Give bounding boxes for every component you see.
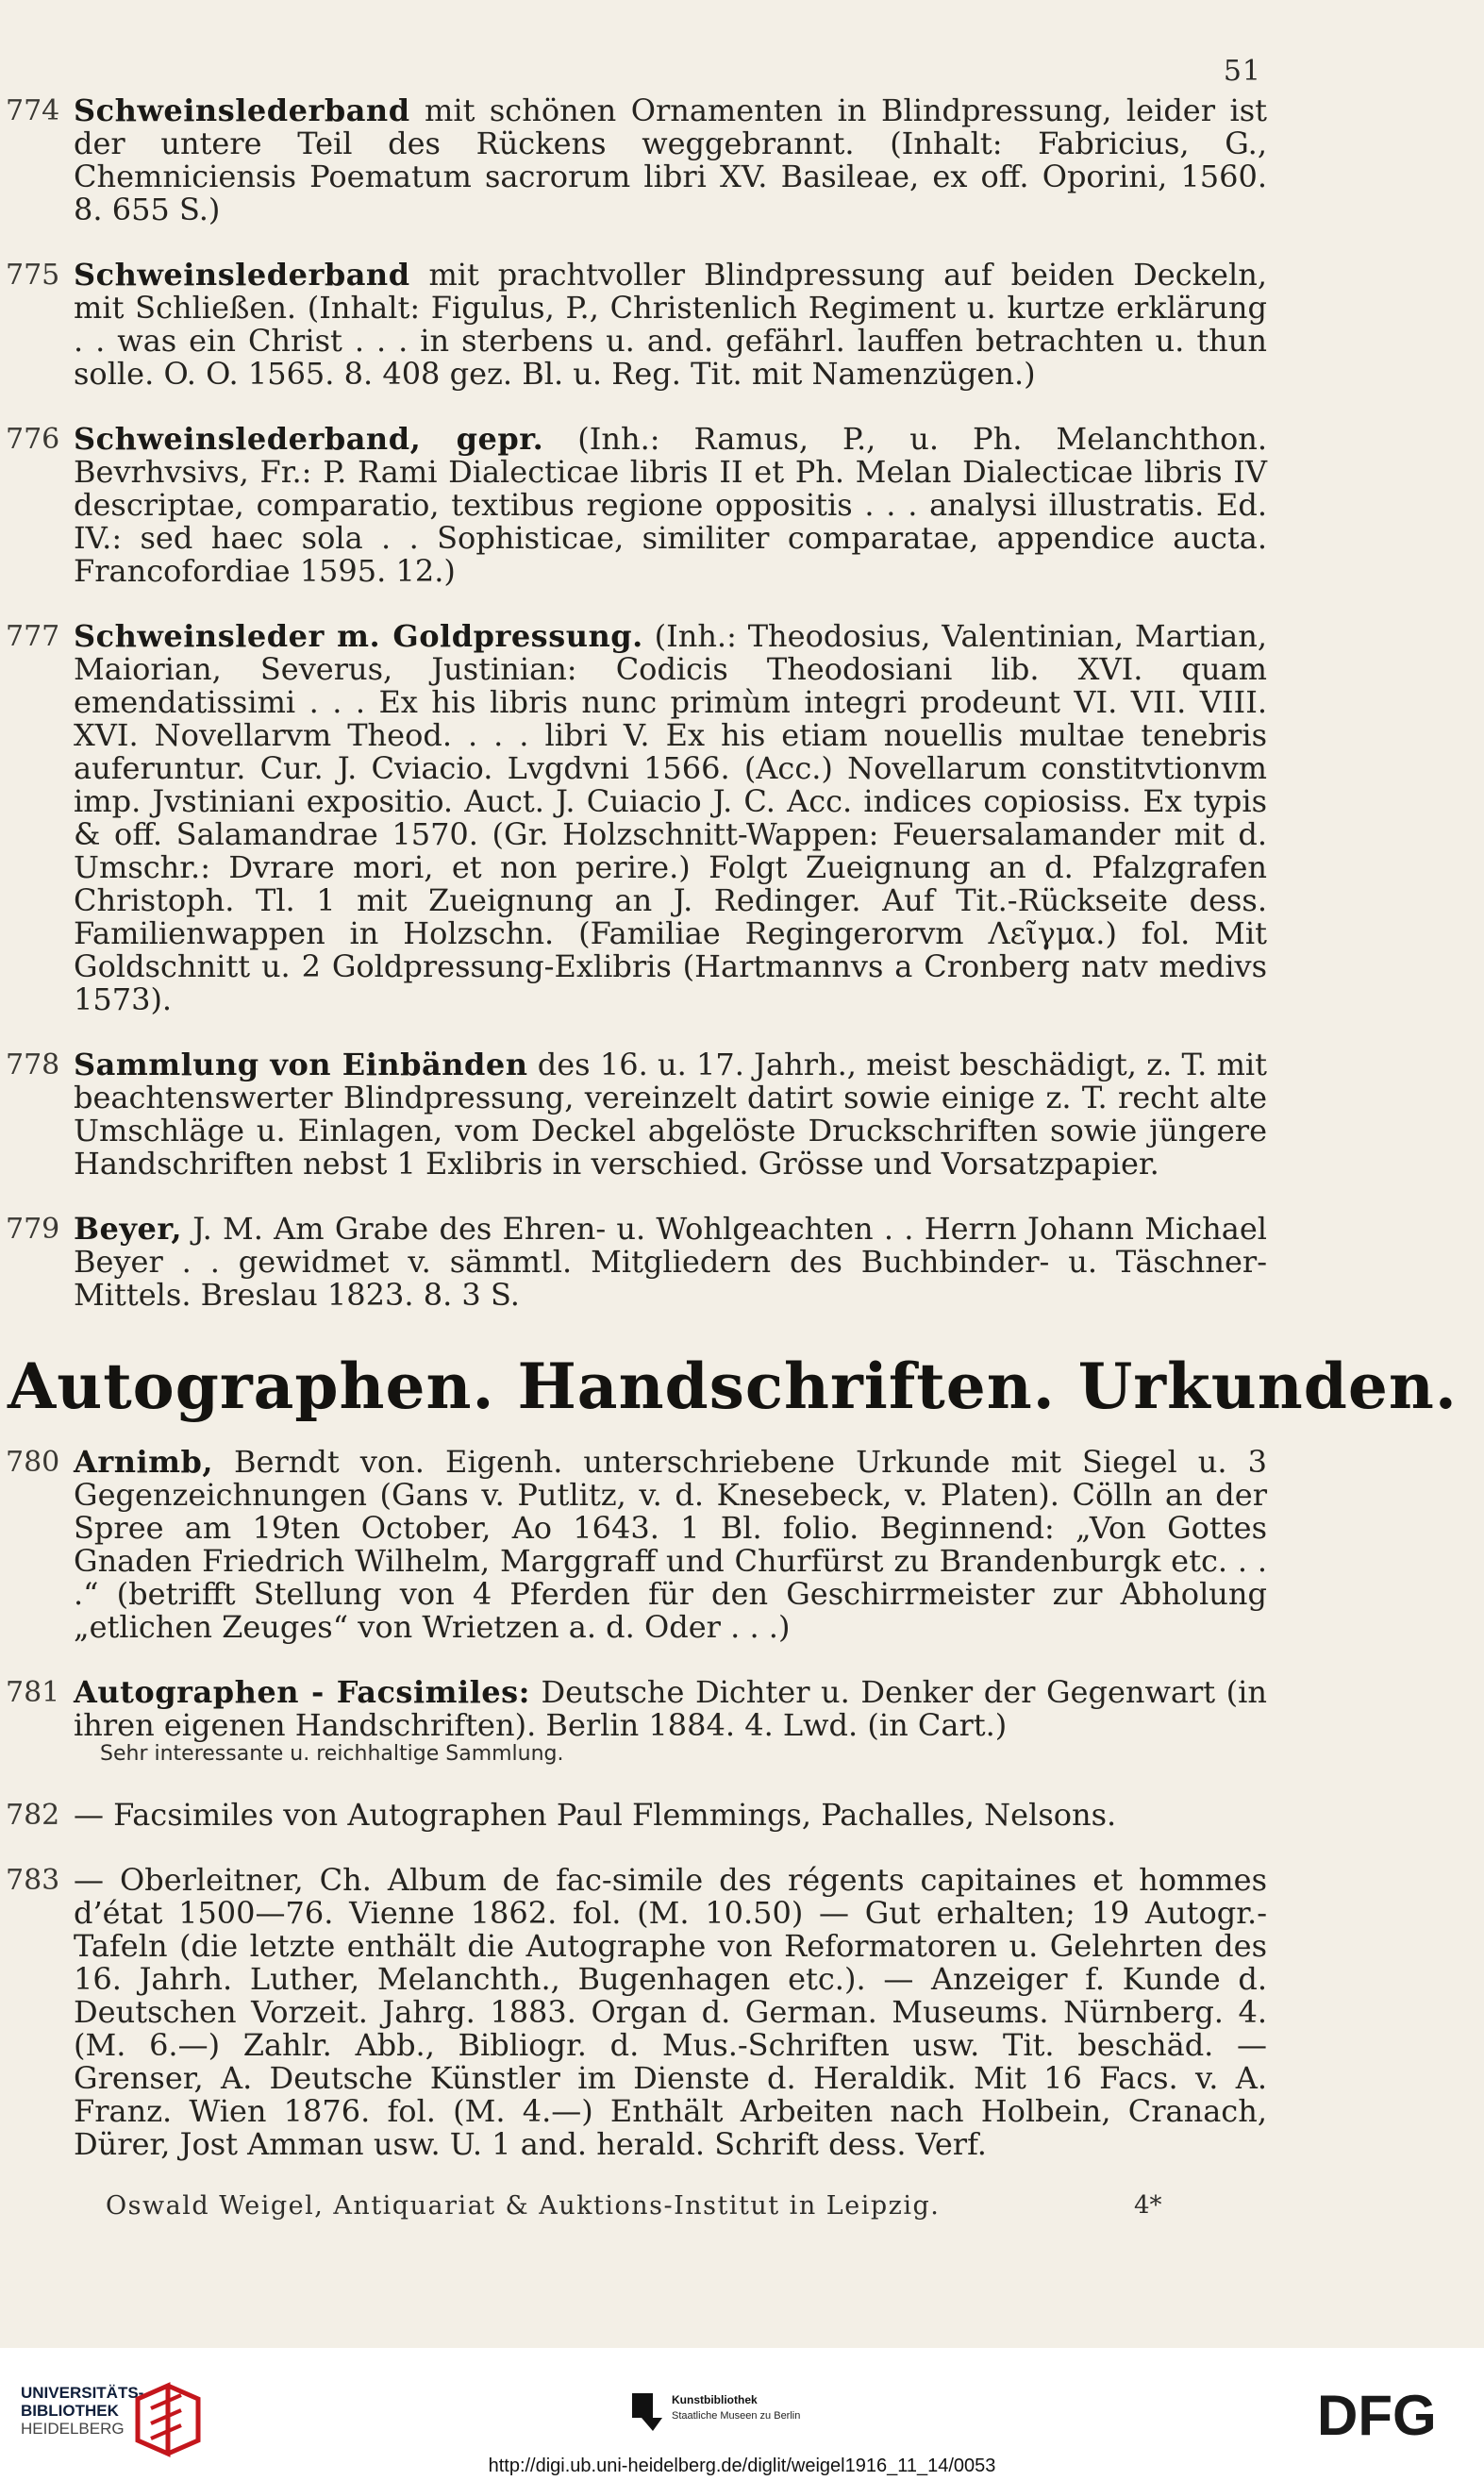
entry-number: 776 xyxy=(6,423,60,456)
entry-text: mit prachtvoller Blindpressung auf beiden Deckeln, mit Schließen. (Inhalt: Figulus, P., Christenlich Regiment u. kurtze erklärung . . was ein Christ . . . in sterbens u. and. gefährl. lauffen betrachten u. thun solle. O. O. 1565. 8. 408 gez. Bl. u. Reg. Tit. mit Namenzügen.) xyxy=(74,257,1267,392)
catalogue-entry xyxy=(0,1048,1484,1181)
kunstbibliothek-mark-icon xyxy=(632,2393,662,2431)
ub-line-3: HEIDELBERG xyxy=(21,2420,125,2438)
entry-text: (Inh.: Theodosius, Valentinian, Martian, Maiorian, Severus, Justinian: Codicis Theodosiani lib. XVI. quam emendatissimi . . . Ex his libris nunc primùm integri prodeunt VI. VII. VIII. XVI. Novellarvm Theod. . . . libri V. Ex his etiam nouellis multae tenebris auferuntur. Cur. J. Cviacio. Lvgdvni 1566. (Acc.) Novellarum constitvtionvm imp. Jvstiniani expositio. Auct. J. Cuiacio J. C. Acc. indices copiosiss. Ex typis & off. Salamandrae 1570. (Gr. Holzschnitt-Wappen: Feuersalamander mit d. Umschr.: Dvrare mori, et non perire.) Folgt Zueignung an d. Pfalzgrafen Christoph. Tl. 1 mit Zueignung an J. Redinger. Auf Tit.-Rückseite dess. Familienwappen in Holzschn. (Familiae Regingerorvm Λεῖγμα.) fol. Mit Goldschnitt u. 2 Goldpressung-Exlibris (Hartmannvs a Cronberg natv medivs 1573). xyxy=(74,618,1268,1017)
entry-number: 780 xyxy=(6,1446,60,1479)
entry-heading: Schweinslederband xyxy=(74,92,410,128)
entry-number: 777 xyxy=(6,620,60,653)
catalogue-entry xyxy=(0,1446,1484,1644)
section-heading: Autographen. Handschriften. Urkunden. xyxy=(8,1349,1458,1423)
entry-heading: Arnimb, xyxy=(74,1444,213,1480)
kb-line-2: Staatliche Museen zu Berlin xyxy=(672,2410,801,2422)
entry-number: 782 xyxy=(6,1799,60,1832)
entry-heading: Beyer, xyxy=(74,1211,183,1247)
page-number: 51 xyxy=(1223,55,1261,88)
entry-number: 779 xyxy=(6,1213,60,1246)
entry-text: Berndt von. Eigenh. unterschriebene Urkunde mit Siegel u. 3 Gegenzeichnungen (Gans v. Putlitz, v. d. Knesebeck, v. Platen). Cölln an der Spree am 19ten October, Ao 1643. 1 Bl. folio. Beginnend: „Von Gottes Gnaden Friedrich Wilhelm, Marggraff und Churfürst zu Brandenburgk etc. . . .“ (betrifft Stellung von 4 Pferden für den Geschirrmeister zur Abholung „etlichen Zeuges“ von Wrietzen a. d. Oder . . .) xyxy=(74,1444,1267,1645)
catalogue-entry xyxy=(0,423,1484,588)
entry-number: 783 xyxy=(6,1864,60,1897)
catalogue-entry xyxy=(0,259,1484,391)
entries-before xyxy=(0,94,1484,1312)
publisher-line: Oswald Weigel, Antiquariat & Auktions-Institut in Leipzig. xyxy=(106,2191,941,2221)
entry-number: 774 xyxy=(6,94,60,127)
ub-line-1: UNIVERSITÄTS- xyxy=(21,2384,144,2402)
entry-text: mit schönen Ornamenten in Blindpressung, leider ist der untere Teil des Rückens weggebrannt. (Inhalt: Fabricius, G., Chemniciensis Poematum sacrorum libri XV. Basileae, ex off. Oporini, 1560. 8. 655 S.) xyxy=(74,92,1267,227)
entry-heading: Autographen - Facsimiles: xyxy=(74,1674,530,1710)
catalogue-content xyxy=(0,94,1484,2193)
entry-number: 775 xyxy=(6,259,60,292)
entry-note: Sehr interessante u. reichhaltige Sammlung. xyxy=(100,1742,564,1766)
entry-text: (Inh.: Ramus, P., u. Ph. Melanchthon. Bevrhvsivs, Fr.: P. Rami Dialecticae libris II et Ph. Melan Dialecticae libris IV descriptae, comparatio, textibus regione oppositis . . . analysi illustratis. Ed. IV.: sed haec sola . . Sophisticae, similiter comparatae, appendice aucta. Francofordiae 1595. 12.) xyxy=(74,421,1268,589)
dfg-logo[interactable] xyxy=(1317,2388,1468,2440)
catalogue-entry xyxy=(0,1799,1484,1832)
entry-number: 781 xyxy=(6,1676,60,1709)
entry-text: des 16. u. 17. Jahrh., meist beschädigt, z. T. mit beachtenswerter Blindpressung, vereinzelt datirt sowie einige z. T. recht alte Umschläge u. Einlagen, vom Deckel abgelöste Druckschriften sowie jüngere Handschriften nebst 1 Exlibris in verschied. Grösse und Vorsatzpapier. xyxy=(74,1047,1268,1182)
footer-band xyxy=(0,2348,1484,2481)
dfg-label: DFG xyxy=(1317,2388,1437,2440)
ub-emblem-icon xyxy=(132,2382,204,2457)
entry-heading: Schweinslederband xyxy=(74,257,410,293)
catalogue-entry xyxy=(0,1676,1484,1767)
catalogue-entry xyxy=(0,620,1484,1016)
entry-heading: Schweinsleder m. Goldpressung. xyxy=(74,618,643,654)
entry-number: 778 xyxy=(6,1048,60,1081)
ub-heidelberg-logo[interactable] xyxy=(21,2384,143,2438)
entry-text: J. M. Am Grabe des Ehren- u. Wohlgeachten . . Herrn Johann Michael Beyer . . gewidmet v. sämmtl. Mitgliedern des Buchbinder- u. Täschner-Mittels. Breslau 1823. 8. 3 S. xyxy=(74,1211,1267,1313)
signature-mark: 4* xyxy=(1134,2191,1162,2220)
catalogue-entry xyxy=(0,1213,1484,1312)
catalogue-entry xyxy=(0,1864,1484,2161)
entry-heading: Schweinslederband, gepr. xyxy=(74,421,544,457)
entry-text: Deutsche Dichter u. Denker der Gegenwart (in ihren eigenen Handschriften). Berlin 1884. 4. Lwd. (in Cart.) xyxy=(74,1674,1268,1743)
entry-heading: Sammlung von Einbänden xyxy=(74,1047,528,1082)
page-url[interactable]: http://digi.ub.uni-heidelberg.de/diglit/weigel1916_11_14/0053 xyxy=(488,2456,996,2476)
entries-after xyxy=(0,1446,1484,2161)
kb-line-1: Kunstbibliothek xyxy=(672,2393,758,2406)
ub-line-2: BIBLIOTHEK xyxy=(21,2402,119,2420)
catalogue-entry xyxy=(0,94,1484,226)
entry-text: — Facsimiles von Autographen Paul Flemmings, Pachalles, Nelsons. xyxy=(74,1797,1117,1833)
entry-text: — Oberleitner, Ch. Album de fac-simile des régents capitaines et hommes d’état 1500—76. Vienne 1862. fol. (M. 10.50) — Gut erhalten; 19 Autogr.-Tafeln (die letzte enthält die Autographe von Reformatoren u. Gelehrten des 16. Jahrh. Luther, Melanchth., Bugenhagen etc.). — Anzeiger f. Kunde d. Deutschen Vorzeit. Jahrg. 1883. Organ d. German. Museums. Nürnberg. 4. (M. 6.—) Zahlr. Abb., Bibliogr. d. Mus.-Schriften usw. Tit. beschäd. — Grenser, A. Deutsche Künstler im Dienste d. Heraldik. Mit 16 Facs. v. A. Franz. Wien 1876. fol. (M. 4.—) Enthält Arbeiten nach Holbein, Cranach, Dürer, Jost Amman usw. U. 1 and. herald. Schrift dess. Verf. xyxy=(74,1862,1267,2162)
